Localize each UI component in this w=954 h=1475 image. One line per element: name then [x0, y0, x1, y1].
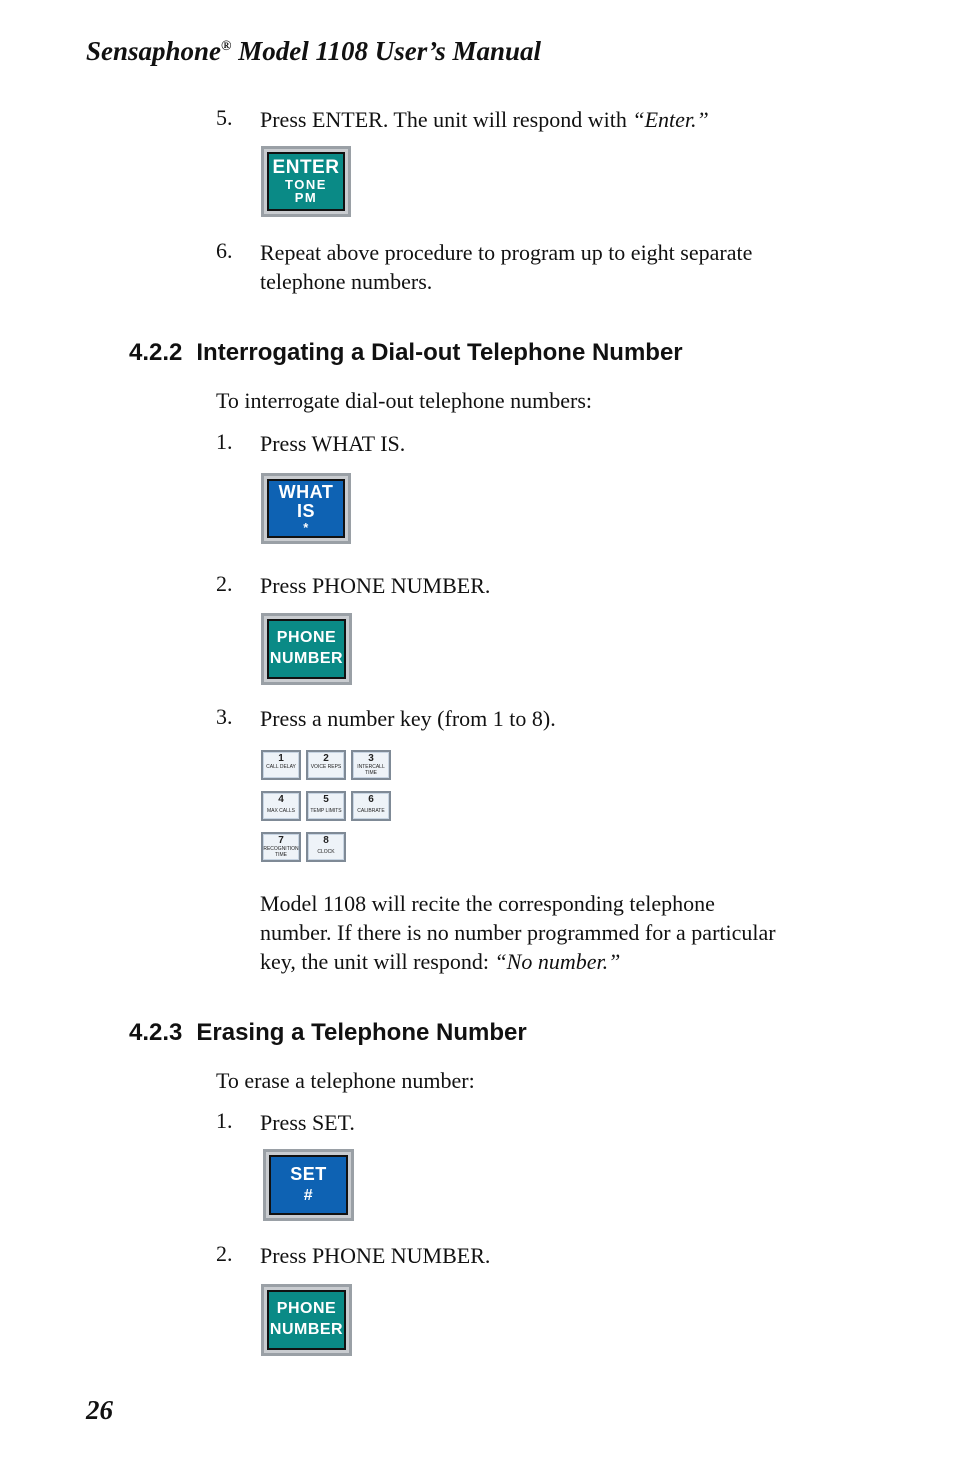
phone-number-key-label1: PHONE	[276, 1300, 337, 1318]
enter-key-label: ENTER	[272, 156, 340, 178]
keypad-digit: 7	[278, 835, 284, 846]
keypad-key-2	[306, 750, 346, 780]
set-key-label: SET	[290, 1164, 327, 1185]
keypad-digit: 4	[278, 794, 284, 805]
keypad-digit: 3	[368, 753, 374, 764]
what-is-key-label1: WHAT	[278, 481, 334, 502]
section-title: Interrogating a Dial-out Telephone Number	[196, 339, 683, 366]
keypad-label: CALL DELAY	[266, 764, 296, 770]
running-header	[86, 36, 541, 67]
what-is-key-label2: IS	[296, 500, 315, 521]
keypad-digit: 1	[278, 753, 284, 764]
header-title: Model 1108 User’s Manual	[231, 36, 542, 66]
keypad-label: CALIBRATE	[357, 808, 385, 814]
step-number: 2.	[216, 1241, 233, 1266]
keypad-digit: 2	[323, 753, 329, 764]
intro-text: To interrogate dial-out telephone numbers:	[216, 388, 593, 413]
keypad-label: MAX CALLS	[266, 808, 296, 814]
keypad-label: CLOCK	[317, 849, 335, 855]
keypad-key-5	[306, 791, 346, 821]
keypad-digit: 6	[368, 794, 374, 805]
note-text: Model 1108 will recite the corresponding telephone number. If there is no number programmed for a particular key, the unit will respond:	[260, 891, 776, 974]
set-key	[263, 1149, 354, 1221]
enter-key	[261, 146, 351, 217]
step-text-main: Press ENTER. The unit will respond with	[260, 107, 633, 132]
step-number: 1.	[216, 429, 233, 454]
keypad-digit: 5	[323, 794, 329, 805]
step-number: 6.	[216, 238, 233, 263]
note-paragraph	[260, 889, 780, 976]
keypad-key-7	[261, 832, 301, 862]
step-text: Press PHONE NUMBER.	[260, 573, 491, 598]
step-text: Press a number key (from 1 to 8).	[260, 706, 556, 731]
step-text-quote: “Enter.”	[632, 107, 709, 132]
step-number: 1.	[216, 1108, 233, 1133]
keypad-key-6	[351, 791, 391, 821]
keypad-label: VOICE REPS	[310, 764, 342, 770]
phone-number-key-label2: NUMBER	[269, 650, 344, 667]
section-heading	[129, 339, 683, 367]
step-text: Press WHAT IS.	[260, 431, 406, 456]
keypad-label: TEMP LIMITS	[310, 808, 342, 814]
phone-number-key-label2: NUMBER	[269, 1321, 344, 1338]
step-text: Press PHONE NUMBER.	[260, 1243, 491, 1268]
step-text: Press SET.	[260, 1110, 355, 1135]
section-title: Erasing a Telephone Number	[196, 1019, 527, 1046]
registered-mark: ®	[221, 39, 232, 54]
keypad-digit: 8	[323, 835, 329, 846]
step-number: 2.	[216, 571, 233, 596]
intro-text: To erase a telephone number:	[216, 1068, 475, 1093]
note-quote: “No number.”	[494, 949, 621, 974]
keypad-key-8	[306, 832, 346, 862]
set-key-sub: #	[303, 1187, 314, 1205]
step-text	[260, 105, 709, 134]
what-is-key-sub: *	[303, 519, 309, 535]
keypad-label: RECOGNITION TIME	[263, 846, 299, 858]
phone-number-key-label1: PHONE	[276, 629, 337, 647]
page-number: 26	[86, 1395, 113, 1425]
phone-number-key	[261, 1284, 352, 1356]
keypad-label: INTERCALL TIME	[357, 764, 385, 776]
step-number: 3.	[216, 704, 233, 729]
what-is-key	[261, 473, 351, 544]
keypad-key-1	[261, 750, 301, 780]
enter-key-sub1: TONE	[285, 176, 327, 192]
keypad-key-3	[351, 750, 391, 780]
step-number: 5.	[216, 105, 233, 130]
phone-number-key	[261, 613, 352, 685]
section-number: 4.2.2	[129, 339, 183, 366]
step-text: Repeat above procedure to program up to eight separate telephone numbers.	[260, 240, 753, 294]
enter-key-sub2: PM	[294, 190, 318, 206]
section-heading	[129, 1019, 527, 1047]
keypad-key-4	[261, 791, 301, 821]
section-number: 4.2.3	[129, 1019, 183, 1046]
header-brand: Sensaphone	[86, 36, 222, 66]
